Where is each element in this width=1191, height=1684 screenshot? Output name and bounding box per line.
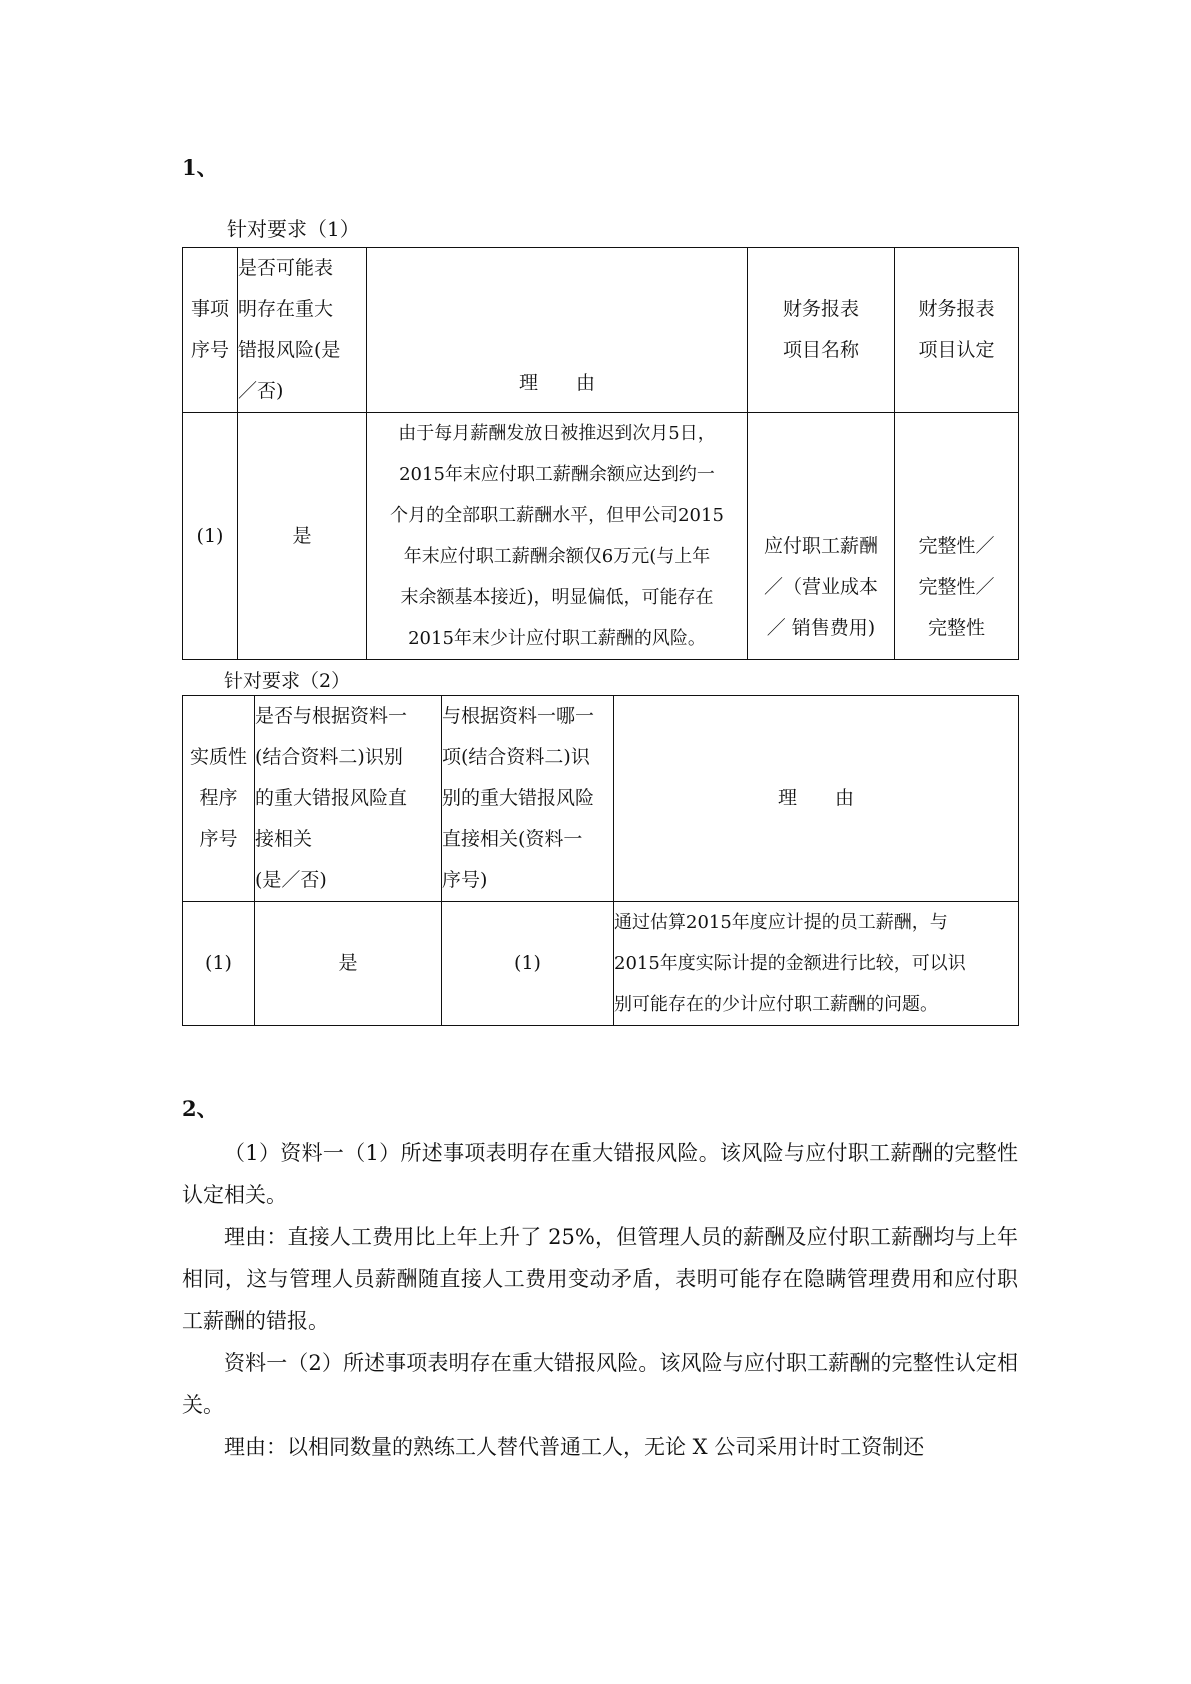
table1-header-fs-item: 财务报表 项目名称 bbox=[748, 248, 895, 413]
table1-cell-reason: 由于每月薪酬发放日被推迟到次月5日， 2015年末应付职工薪酬余额应达到约一 个月的全部职工薪酬水平，但甲公司2015 年末应付职工薪酬余额仅6万元(与上年 末余额基本接近)，明显偏低，可能存在 2015年末少计应付职工薪酬的风险。 bbox=[367, 413, 748, 660]
section-2-paragraph-3: 资料一（2）所述事项表明存在重大错报风险。该风险与应付职工薪酬的完整性认定相关。 bbox=[182, 1351, 1018, 1417]
table-row bbox=[183, 413, 1019, 660]
section-1-number: 1、 bbox=[182, 155, 218, 180]
section-2-paragraph-1: （1）资料一（1）所述事项表明存在重大错报风险。该风险与应付职工薪酬的完整性认定相关。 bbox=[182, 1141, 1018, 1207]
table2-cell-which: (1) bbox=[442, 902, 614, 1026]
table1-header-reason: 理 由 bbox=[367, 248, 748, 413]
table2-header-related: 是否与根据资料一 (结合资料二)识别 的重大错报风险直 接相关 (是／否) bbox=[255, 696, 442, 902]
table1-header-risk: 是否可能表 明存在重大 错报风险(是 ／否) bbox=[238, 248, 367, 413]
table2-header-row bbox=[183, 696, 1019, 902]
table2-header-which: 与根据资料一哪一 项(结合资料二)识 别的重大错报风险 直接相关(资料一 序号) bbox=[442, 696, 614, 902]
table1-cell-assertion: 完整性／ 完整性／ 完整性 bbox=[895, 413, 1019, 660]
section-2-number: 2、 bbox=[182, 1096, 218, 1121]
table2-cell-reason: 通过估算2015年度应计提的员工薪酬，与 2015年度实际计提的金额进行比较，可以识 别可能存在的少计应付职工薪酬的问题。 bbox=[614, 902, 1019, 1026]
table2-cell-proc-no: (1) bbox=[183, 902, 255, 1026]
requirement-2-label: 针对要求（2） bbox=[224, 670, 351, 692]
requirement-2-table bbox=[182, 695, 1019, 1026]
requirement-1-table bbox=[182, 247, 1019, 660]
table1-header-row bbox=[183, 248, 1019, 413]
table1-cell-risk: 是 bbox=[238, 413, 367, 660]
table1-cell-item-no: (1) bbox=[183, 413, 238, 660]
section-2-paragraph-2: 理由：直接人工费用比上年上升了 25%，但管理人员的薪酬及应付职工薪酬均与上年相同，这与管理人员薪酬随直接人工费用变动矛盾，表明可能存在隐瞒管理费用和应付职工薪酬的错报。 bbox=[182, 1225, 1018, 1333]
section-2-paragraph-4: 理由：以相同数量的熟练工人替代普通工人，无论 X 公司采用计时工资制还 bbox=[224, 1435, 925, 1459]
table1-cell-fs-item: 应付职工薪酬 ／（营业成本 ／ 销售费用) bbox=[748, 413, 895, 660]
requirement-1-label: 针对要求（1） bbox=[227, 217, 360, 241]
table-row bbox=[183, 902, 1019, 1026]
table2-header-proc-no: 实质性 程序 序号 bbox=[183, 696, 255, 902]
table2-cell-related: 是 bbox=[255, 902, 442, 1026]
table2-header-reason: 理 由 bbox=[614, 696, 1019, 902]
table1-header-assertion: 财务报表 项目认定 bbox=[895, 248, 1019, 413]
table1-header-item-no: 事项 序号 bbox=[183, 248, 238, 413]
